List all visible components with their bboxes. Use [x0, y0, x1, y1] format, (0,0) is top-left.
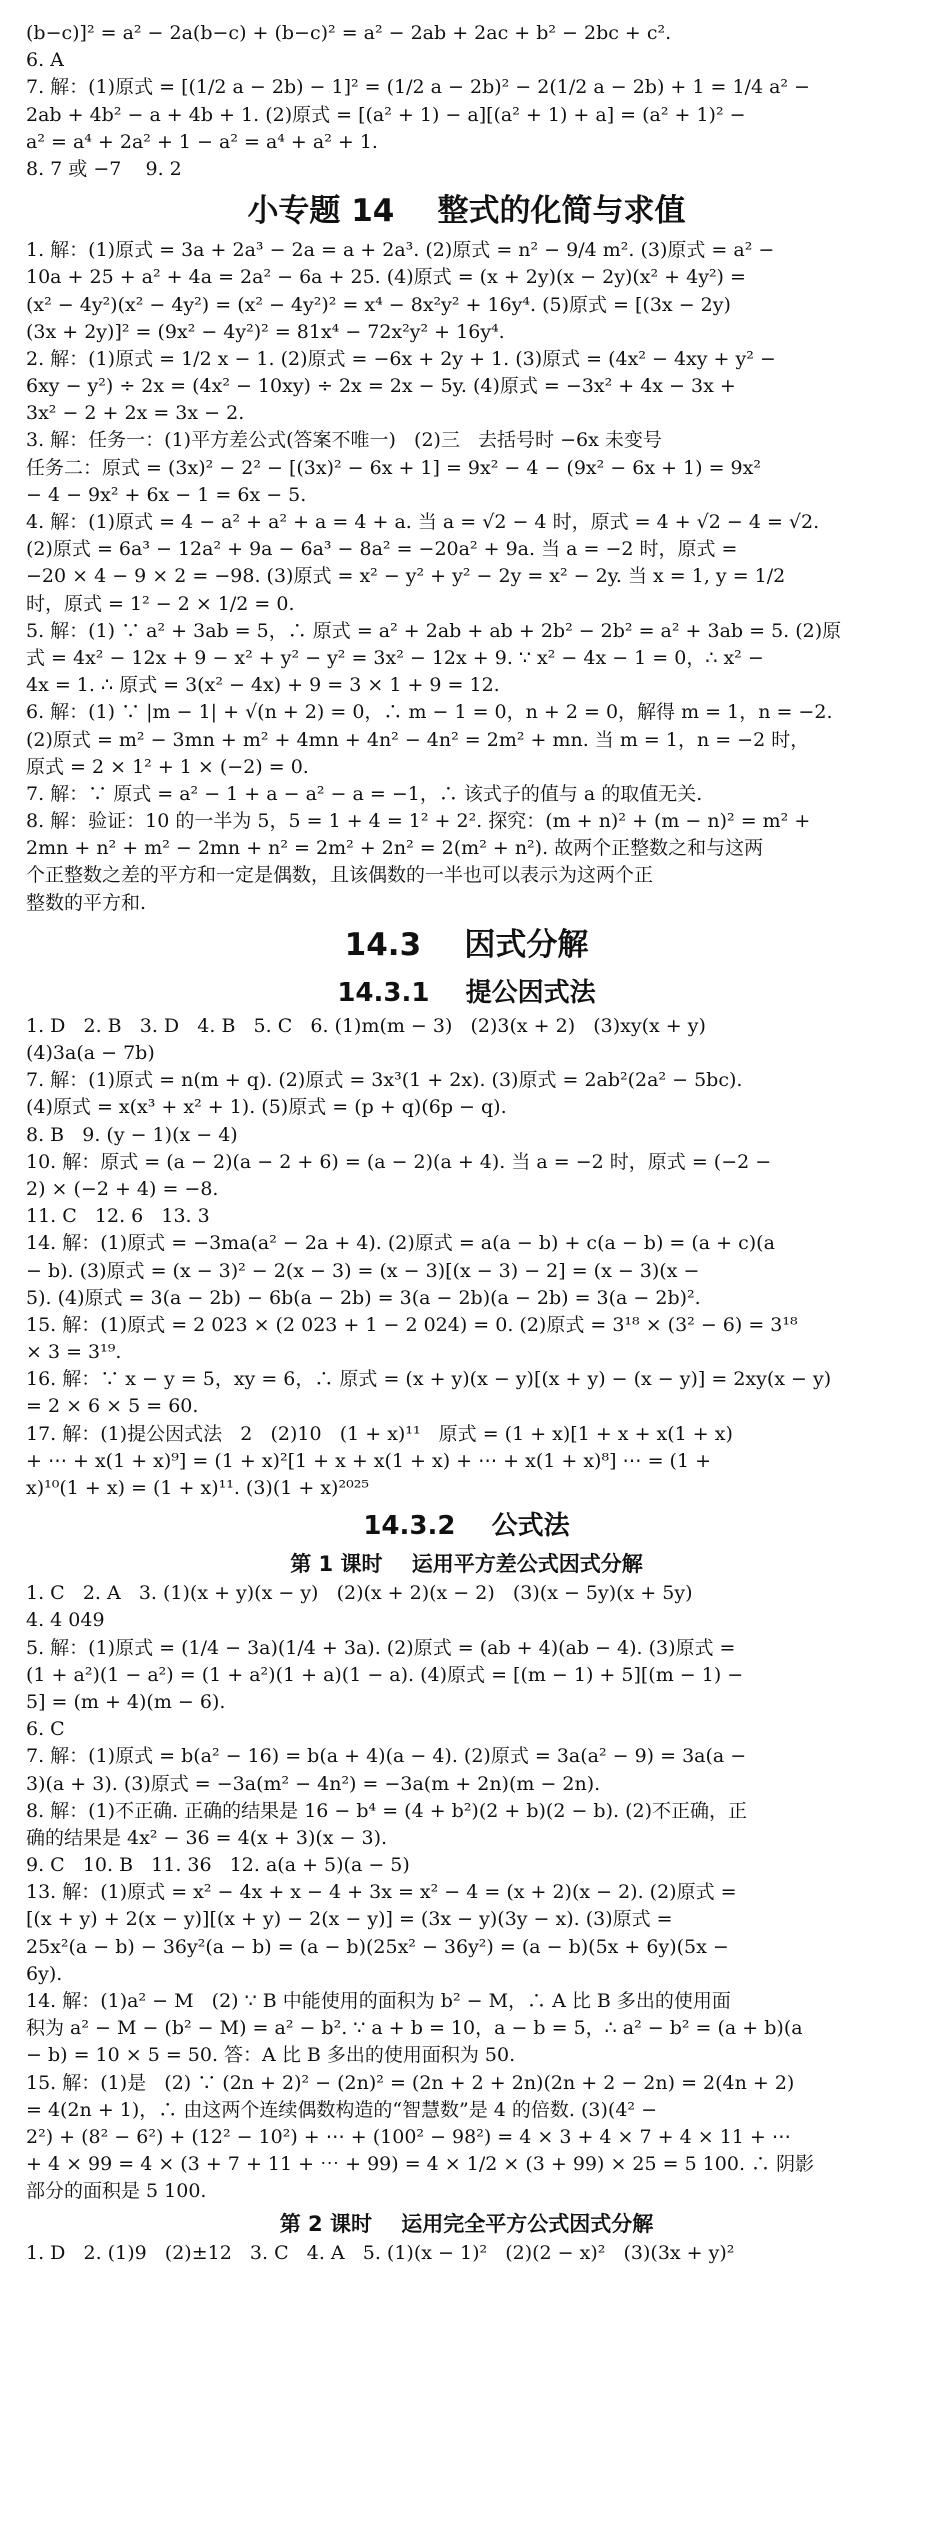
text-line: + ⋯ + x(1 + x)⁹] = (1 + x)²[1 + x + x(1 + x) + ⋯ + x(1 + x)⁸] ⋯ = (1 + — [26, 1449, 712, 1472]
text-line: 4. 解：(1)原式 = 4 − a² + a² + a = 4 + a. 当 a = √2 − 4 时，原式 = 4 + √2 − 4 = √2. — [26, 511, 820, 533]
text-line: (b−c)]² = a² − 2a(b−c) + (b−c)² = a² − 2ab + 2ac + b² − 2bc + c². — [26, 22, 672, 44]
text-line: (3x + 2y)]² = (9x² − 4y²)² = 81x⁴ − 72x²y² + 16y⁴. — [26, 320, 505, 343]
text-line: 3)(a + 3). (3)原式 = −3a(m² − 4n²) = −3a(m + 2n)(m − 2n). — [26, 1772, 601, 1795]
text-line: 2. 解：(1)原式 = 1/2 x − 1. (2)原式 = −6x + 2y + 1. (3)原式 = (4x² − 4xy + y² − — [26, 347, 776, 370]
text-line: 1. 解：(1)原式 = 3a + 2a³ − 2a = a + 2a³. (2)原式 = n² − 9/4 m². (3)原式 = a² − — [26, 239, 775, 262]
text-line: 个正整数之差的平方和一定是偶数，且该偶数的一半也可以表示为这两个正 — [26, 864, 654, 887]
text-line: [(x + y) + 2(x − y)][(x + y) − 2(x − y)] = (3x − y)(3y − x). (3)原式 = — [26, 1908, 673, 1931]
text-line: 4. 4 049 — [26, 1609, 105, 1632]
text-line: 1. C 2. A 3. (1)(x + y)(x − y) (2)(x + 2)(x − 2) (3)(x − 5y)(x + 5y) — [26, 1582, 693, 1605]
text-line: 部分的面积是 5 100. — [26, 2180, 207, 2203]
subsection-heading: 14.3.1 提公因式法 — [337, 977, 596, 1008]
text-line: 2²) + (8² − 6²) + (12² − 10²) + ⋯ + (100² − 98²) = 4 × 3 + 4 × 7 + 4 × 11 + ⋯ — [26, 2125, 791, 2148]
lesson-heading: 第 2 课时 运用完全平方公式因式分解 — [279, 2211, 654, 2236]
text-line: (4)原式 = x(x³ + x² + 1). (5)原式 = (p + q)(6p − q). — [26, 1096, 507, 1119]
text-line: = 4(2n + 1)，∴ 由这两个连续偶数构造的“智慧数”是 4 的倍数. (3)(4² − — [26, 2098, 657, 2121]
text-line: × 3 = 3¹⁹. — [26, 1341, 122, 1364]
text-line: 时，原式 = 1² − 2 × 1/2 = 0. — [26, 592, 295, 615]
text-line: 2) × (−2 + 4) = −8. — [26, 1177, 219, 1200]
text-line: 6xy − y²) ÷ 2x = (4x² − 10xy) ÷ 2x = 2x − 5y. (4)原式 = −3x² + 4x − 3x + — [26, 375, 736, 398]
text-line: 6y). — [26, 1962, 63, 1985]
text-line: 3x² − 2 + 2x = 3x − 2. — [26, 402, 245, 425]
text-line: 15. 解：(1)是 (2) ∵ (2n + 2)² − (2n)² = (2n + 2 + 2n)(2n + 2 − 2n) = 2(4n + 2) — [26, 2071, 795, 2094]
text-line: (x² − 4y²)(x² − 4y²) = (x² − 4y²)² = x⁴ − 8x²y² + 16y⁴. (5)原式 = [(3x − 2y) — [26, 293, 731, 316]
text-line: 5). (4)原式 = 3(a − 2b) − 6b(a − 2b) = 3(a − 2b)(a − 2b) = 3(a − 2b)². — [26, 1286, 701, 1309]
text-line: 确的结果是 4x² − 36 = 4(x + 3)(x − 3). — [26, 1826, 388, 1849]
text-line: a² = a⁴ + 2a² + 1 − a² = a⁴ + a² + 1. — [26, 130, 378, 153]
text-line: 7. 解：(1)原式 = n(m + q). (2)原式 = 3x³(1 + 2x). (3)原式 = 2ab²(2a² − 5bc). — [26, 1069, 743, 1092]
text-line: 任务二：原式 = (3x)² − 2² − [(3x)² − 6x + 1] = 9x² − 4 − (9x² − 6x + 1) = 9x² — [26, 456, 761, 479]
text-line: 5. 解：(1) ∵ a² + 3ab = 5，∴ 原式 = a² + 2ab + ab + 2b² − 2b² = a² + 3ab = 5. (2)原 — [26, 619, 842, 642]
text-line: 5. 解：(1)原式 = (1/4 − 3a)(1/4 + 3a). (2)原式 = (ab + 4)(ab − 4). (3)原式 = — [26, 1636, 736, 1659]
text-line: 5] = (m + 4)(m − 6). — [26, 1690, 226, 1713]
text-line: (2)原式 = 6a³ − 12a² + 9a − 6a³ − 8a² = −20a² + 9a. 当 a = −2 时，原式 = — [26, 538, 738, 561]
section-heading: 小专题 14 整式的化简与求值 — [247, 193, 686, 230]
text-line: 1. D 2. (1)9 (2)±12 3. C 4. A 5. (1)(x − 1)² (2)(2 − x)² (3)(3x + y)² — [26, 2241, 735, 2264]
text-line: −20 × 4 − 9 × 2 = −98. (3)原式 = x² − y² + y² − 2y = x² − 2y. 当 x = 1, y = 1/2 — [26, 565, 786, 588]
text-line: = 2 × 6 × 5 = 60. — [26, 1395, 199, 1418]
text-line: − b). (3)原式 = (x − 3)² − 2(x − 3) = (x − 3)[(x − 3) − 2] = (x − 3)(x − — [26, 1259, 700, 1282]
text-line: (1 + a²)(1 − a²) = (1 + a²)(1 + a)(1 − a). (4)原式 = [(m − 1) + 5][(m − 1) − — [26, 1663, 744, 1686]
text-line: 15. 解：(1)原式 = 2 023 × (2 023 + 1 − 2 024) = 0. (2)原式 = 3¹⁸ × (3² − 6) = 3¹⁸ — [26, 1313, 798, 1336]
text-line: 9. C 10. B 11. 36 12. a(a + 5)(a − 5) — [26, 1854, 410, 1877]
text-line: 13. 解：(1)原式 = x² − 4x + x − 4 + 3x = x² − 4 = (x + 2)(x − 2). (2)原式 = — [26, 1881, 737, 1904]
text-line: 10a + 25 + a² + 4a = 2a² − 6a + 25. (4)原式 = (x + 2y)(x − 2y)(x² + 4y²) = — [26, 266, 746, 289]
text-line: 25x²(a − b) − 36y²(a − b) = (a − b)(25x² − 36y²) = (a − b)(5x + 6y)(5x − — [26, 1935, 729, 1958]
text-line: 4x = 1. ∴ 原式 = 3(x² − 4x) + 9 = 3 × 1 + 9 = 12. — [26, 674, 500, 697]
text-line: 17. 解：(1)提公因式法 2 (2)10 (1 + x)¹¹ 原式 = (1 + x)[1 + x + x(1 + x) — [26, 1422, 733, 1445]
text-line: 原式 = 2 × 1² + 1 × (−2) = 0. — [26, 755, 309, 778]
text-line: 式 = 4x² − 12x + 9 − x² + y² − y² = 3x² − 12x + 9. ∵ x² − 4x − 1 = 0，∴ x² − — [26, 646, 764, 669]
text-line: + 4 × 99 = 4 × (3 + 7 + 11 + ⋯ + 99) = 4 × 1/2 × (3 + 99) × 25 = 5 100. ∴ 阴影 — [26, 2153, 815, 2176]
text-line: 8. 7 或 −7 9. 2 — [26, 157, 182, 180]
text-line: 积为 a² − M − (b² − M) = a² − b². ∵ a + b = 10，a − b = 5，∴ a² − b² = (a + b)(a — [26, 2017, 803, 2040]
text-line: 14. 解：(1)a² − M (2) ∵ B 中能使用的面积为 b² − M，∴ A 比 B 多出的使用面 — [26, 1990, 731, 2012]
text-line: 8. B 9. (y − 1)(x − 4) — [26, 1123, 238, 1146]
subsection-heading: 14.3.2 公式法 — [363, 1511, 570, 1542]
text-line: 6. 解：(1) ∵ |m − 1| + √(n + 2) = 0，∴ m − 1 = 0，n + 2 = 0，解得 m = 1，n = −2. — [26, 701, 833, 724]
text-line: 整数的平方和. — [26, 891, 147, 914]
text-line: 2mn + n² + m² − 2mn + n² = 2m² + 2n² = 2(m² + n²). 故两个正整数之和与这两 — [26, 837, 764, 860]
text-line: 7. 解：(1)原式 = b(a² − 16) = b(a + 4)(a − 4). (2)原式 = 3a(a² − 9) = 3a(a − — [26, 1745, 747, 1768]
text-line: 8. 解：验证：10 的一半为 5，5 = 1 + 4 = 1² + 2². 探究：(m + n)² + (m − n)² = m² + — [26, 810, 811, 833]
text-line: 10. 解：原式 = (a − 2)(a − 2 + 6) = (a − 2)(a + 4). 当 a = −2 时，原式 = (−2 − — [26, 1150, 772, 1173]
text-line: 3. 解：任务一：(1)平方差公式(答案不唯一) (2)三 去括号时 −6x 未变号 — [26, 429, 662, 452]
text-line: 7. 解：(1)原式 = [(1/2 a − 2b) − 1]² = (1/2 a − 2b)² − 2(1/2 a − 2b) + 1 = 1/4 a² − — [26, 76, 810, 99]
text-line: 7. 解：∵ 原式 = a² − 1 + a − a² − a = −1，∴ 该式子的值与 a 的取值无关. — [26, 782, 703, 805]
text-line: 14. 解：(1)原式 = −3ma(a² − 2a + 4). (2)原式 = a(a − b) + c(a − b) = (a + c)(a — [26, 1232, 775, 1255]
text-line: 1. D 2. B 3. D 4. B 5. C 6. (1)m(m − 3) (2)3(x + 2) (3)xy(x + y) — [26, 1014, 706, 1037]
text-line: − 4 − 9x² + 6x − 1 = 6x − 5. — [26, 483, 307, 506]
text-line: 11. C 12. 6 13. 3 — [26, 1205, 210, 1228]
lesson-heading: 第 1 课时 运用平方差公式因式分解 — [290, 1552, 643, 1577]
text-line: 6. A — [26, 49, 64, 72]
text-line: 6. C — [26, 1718, 65, 1741]
text-line: − b) = 10 × 5 = 50. 答：A 比 B 多出的使用面积为 50. — [26, 2044, 516, 2067]
text-line: x)¹⁰(1 + x) = (1 + x)¹¹. (3)(1 + x)²⁰²⁵ — [26, 1477, 369, 1499]
text-line: (2)原式 = m² − 3mn + m² + 4mn + 4n² − 4n² = 2m² + mn. 当 m = 1，n = −2 时， — [26, 728, 810, 751]
section-heading: 14.3 因式分解 — [344, 926, 589, 963]
text-line: 16. 解：∵ x − y = 5，xy = 6，∴ 原式 = (x + y)(x − y)[(x + y) − (x − y)] = 2xy(x − y) — [26, 1368, 832, 1391]
text-line: (4)3a(a − 7b) — [26, 1042, 155, 1064]
text-line: 8. 解：(1)不正确. 正确的结果是 16 − b⁴ = (4 + b²)(2 + b)(2 − b). (2)不正确，正 — [26, 1799, 747, 1822]
text-line: 2ab + 4b² − a + 4b + 1. (2)原式 = [(a² + 1) − a][(a² + 1) + a] = (a² + 1)² − — [26, 103, 746, 126]
